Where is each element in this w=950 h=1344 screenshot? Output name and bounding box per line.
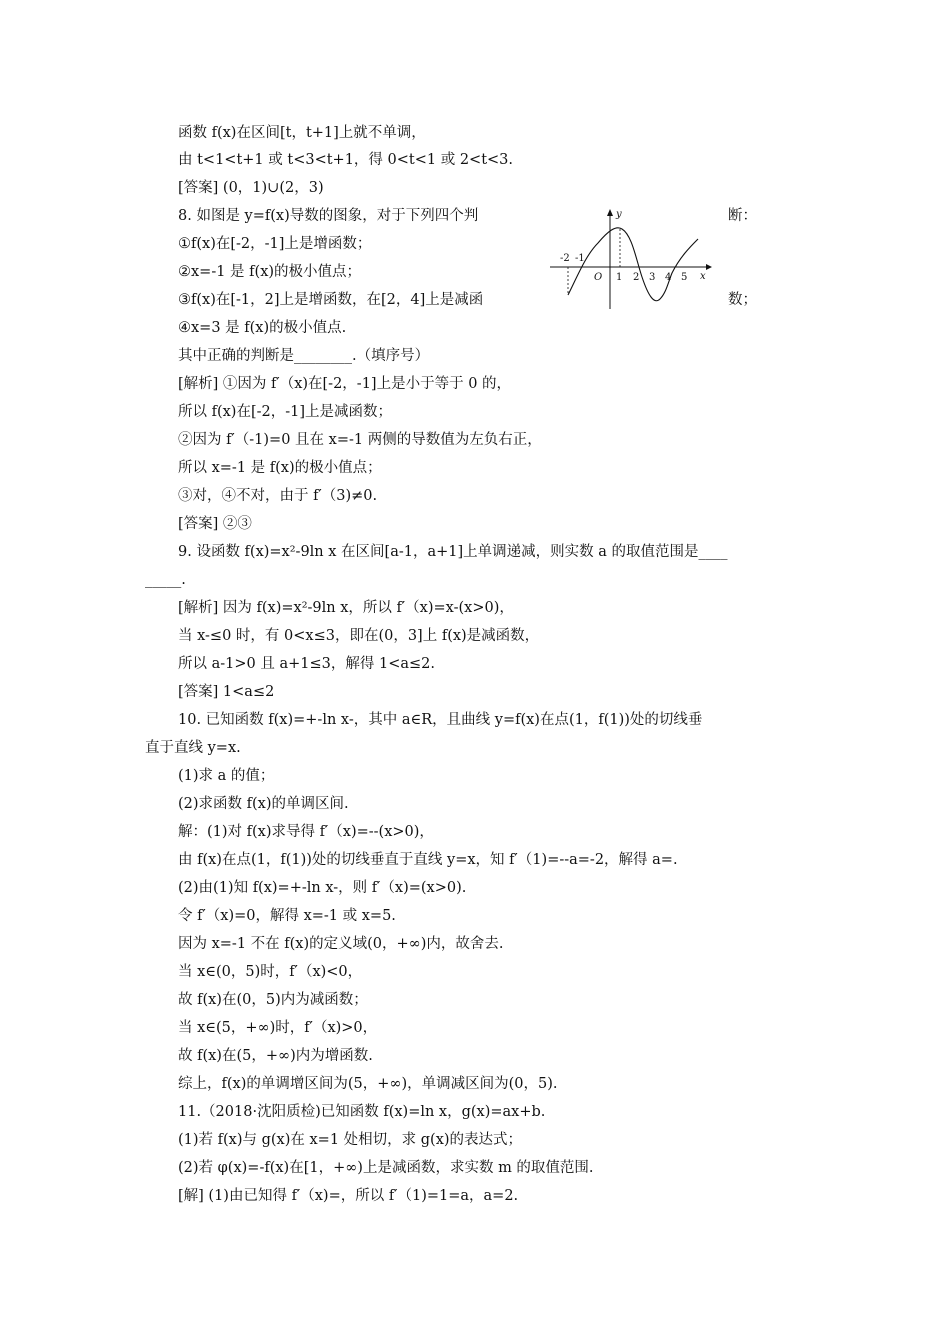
x-axis-label: x <box>700 271 706 282</box>
x-axis-arrow <box>706 264 712 270</box>
text-line: [答案] (0，1)∪(2，3) <box>178 180 324 196</box>
text-line: [答案] 1<a≤2 <box>178 684 275 700</box>
tick-label-neg1: -1 <box>575 253 585 264</box>
tick-label-5: 5 <box>681 272 688 283</box>
text-line: 令 f′（x)=0，解得 x=-1 或 x=5. <box>178 908 396 924</box>
text-line: _____. <box>145 572 186 588</box>
text-line: 11.（2018·沈阳质检)已知函数 f(x)=ln x，g(x)=ax+b. <box>178 1104 546 1120</box>
tick-label-4: 4 <box>665 272 672 283</box>
tick-label-1: 1 <box>616 272 623 283</box>
text-line: 当 x-≤0 时，有 0<x≤3，即在(0，3]上 f(x)是减函数， <box>178 628 540 644</box>
origin-label: O <box>594 272 603 283</box>
y-axis-arrow <box>607 209 613 216</box>
text-line: [解析] ①因为 f′（x)在[-2，-1]上是小于等于 0 的， <box>178 376 512 392</box>
text-line: (1)若 f(x)与 g(x)在 x=1 处相切，求 g(x)的表达式； <box>178 1132 523 1148</box>
text-line: (2)由(1)知 f(x)=+-ln x-，则 f′（x)=(x>0). <box>178 880 467 896</box>
text-line: 8. 如图是 y=f(x)导数的图象，对于下列四个判 <box>178 208 479 224</box>
line-8-continuation: 断： <box>728 208 757 224</box>
line-3-continuation: 数； <box>728 292 757 308</box>
text-line: ④x=3 是 f(x)的极小值点. <box>178 320 347 336</box>
text-line: 由 f(x)在点(1，f(1))处的切线垂直于直线 y=x，知 f′（1)=--a=-2，解得 a=. <box>178 852 678 868</box>
text-line: 解：(1)对 f(x)求导得 f′（x)=--(x>0)， <box>178 824 434 840</box>
text-line: [解析] 因为 f(x)=x²-9ln x，所以 f′（x)=x-(x>0)， <box>178 600 514 616</box>
y-axis-label: y <box>616 209 622 220</box>
text-line: 所以 a-1>0 且 a+1≤3，解得 1<a≤2. <box>178 656 435 672</box>
text-line: 9. 设函数 f(x)=x²-9ln x 在区间[a-1，a+1]上单调递减，则实数 a 的取值范围是____ <box>178 544 728 560</box>
text-line: 当 x∈(5，+∞)时，f′（x)>0， <box>178 1020 378 1036</box>
text-line: 由 t<1<t+1 或 t<3<t+1，得 0<t<1 或 2<t<3. <box>178 152 514 168</box>
text-line: 因为 x=-1 不在 f(x)的定义域(0，+∞)内，故舍去. <box>178 936 504 952</box>
text-line: (2)若 φ(x)=-f(x)在[1，+∞)上是减函数，求实数 m 的取值范围. <box>178 1160 594 1176</box>
derivative-graph <box>548 203 716 311</box>
text-line: ③f(x)在[-1，2]上是增函数，在[2，4]上是减函 <box>178 292 484 308</box>
text-line: ②x=-1 是 f(x)的极小值点； <box>178 264 362 280</box>
text-line: ②因为 f′（-1)=0 且在 x=-1 两侧的导数值为左负右正， <box>178 432 542 448</box>
tick-label-3: 3 <box>649 272 656 283</box>
text-line: 其中正确的判断是________.（填序号） <box>178 348 430 364</box>
text-line: ①f(x)在[-2，-1]上是增函数； <box>178 236 372 252</box>
text-line: [解] (1)由已知得 f′（x)=，所以 f′（1)=1=a，a=2. <box>178 1188 519 1204</box>
text-line: 直于直线 y=x. <box>145 740 241 756</box>
text-line: 所以 x=-1 是 f(x)的极小值点； <box>178 460 382 476</box>
text-line: 综上，f(x)的单调增区间为(5，+∞)，单调减区间为(0，5). <box>178 1076 558 1092</box>
text-line: 当 x∈(0，5)时，f′（x)<0， <box>178 964 363 980</box>
tick-label-neg2: -2 <box>560 253 570 264</box>
text-line: (1)求 a 的值； <box>178 768 275 784</box>
text-line: 10. 已知函数 f(x)=+-ln x-，其中 a∈R，且曲线 y=f(x)在点(1，f(1))处的切线垂 <box>178 712 703 728</box>
text-line: 故 f(x)在(5，+∞)内为增函数. <box>178 1048 373 1064</box>
derivative-curve <box>568 228 698 301</box>
tick-label-2: 2 <box>633 272 640 283</box>
text-line: (2)求函数 f(x)的单调区间. <box>178 796 349 812</box>
text-line: 函数 f(x)在区间[t，t+1]上就不单调， <box>178 125 426 141</box>
text-line: ③对，④不对，由于 f′（3)≠0. <box>178 488 378 504</box>
text-line: [答案] ②③ <box>178 516 252 532</box>
text-line: 所以 f(x)在[-2，-1]上是减函数； <box>178 404 393 420</box>
text-line: 故 f(x)在(0，5)内为减函数； <box>178 992 368 1008</box>
